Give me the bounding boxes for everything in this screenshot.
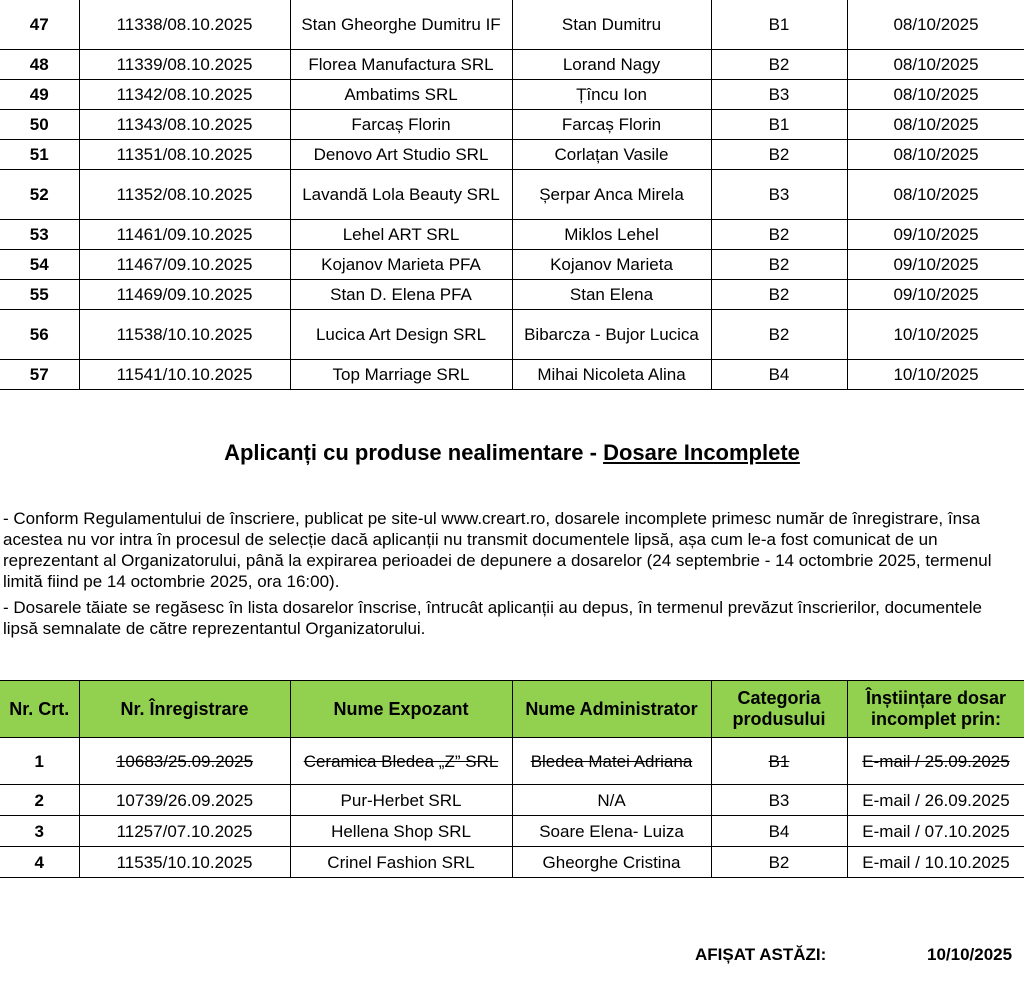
product-category: B1 xyxy=(711,0,847,50)
notes xyxy=(3,508,1021,644)
registration-number: 11342/08.10.2025 xyxy=(79,80,290,110)
notice-method: E-mail / 10.10.2025 xyxy=(847,847,1024,878)
product-category: B4 xyxy=(711,816,847,847)
administrator-name: Bledea Matei Adriana xyxy=(512,738,711,785)
product-category: B2 xyxy=(711,310,847,360)
registration-date: 08/10/2025 xyxy=(847,80,1024,110)
exhibitor-name: Lehel ART SRL xyxy=(290,220,512,250)
column-header-exhibitor: Nume Expozant xyxy=(290,681,512,738)
registration-number: 11339/08.10.2025 xyxy=(79,50,290,80)
administrator-name: Mihai Nicoleta Alina xyxy=(512,360,711,390)
registration-number: 11469/09.10.2025 xyxy=(79,280,290,310)
section-title-underlined: Dosare Incomplete xyxy=(603,440,800,465)
row-number: 56 xyxy=(0,310,79,360)
administrator-name: Soare Elena- Luiza xyxy=(512,816,711,847)
registration-number: 11541/10.10.2025 xyxy=(79,360,290,390)
administrator-name: Corlațan Vasile xyxy=(512,140,711,170)
exhibitor-name: Lavandă Lola Beauty SRL xyxy=(290,170,512,220)
registration-number: 11352/08.10.2025 xyxy=(79,170,290,220)
row-number: 54 xyxy=(0,250,79,280)
administrator-name: Bibarcza - Bujor Lucica xyxy=(512,310,711,360)
exhibitor-name: Farcaș Florin xyxy=(290,110,512,140)
administrator-name: Stan Dumitru xyxy=(512,0,711,50)
table-row xyxy=(0,50,1024,80)
row-number: 55 xyxy=(0,280,79,310)
column-header-nr: Nr. Crt. xyxy=(0,681,79,738)
administrator-name: Șerpar Anca Mirela xyxy=(512,170,711,220)
registration-number: 11351/08.10.2025 xyxy=(79,140,290,170)
registration-date: 09/10/2025 xyxy=(847,280,1024,310)
posted-label: AFIȘAT ASTĂZI: xyxy=(695,945,827,964)
posted-date: 10/10/2025 xyxy=(927,945,1013,964)
table-row xyxy=(0,0,1024,50)
exhibitor-name: Kojanov Marieta PFA xyxy=(290,250,512,280)
row-number: 3 xyxy=(0,816,79,847)
registration-date: 08/10/2025 xyxy=(847,170,1024,220)
row-number: 2 xyxy=(0,785,79,816)
table-row xyxy=(0,110,1024,140)
exhibitor-name: Florea Manufactura SRL xyxy=(290,50,512,80)
registration-number: 11343/08.10.2025 xyxy=(79,110,290,140)
column-header-registration: Nr. Înregistrare xyxy=(79,681,290,738)
registration-date: 09/10/2025 xyxy=(847,250,1024,280)
registration-number: 11338/08.10.2025 xyxy=(79,0,290,50)
table-row xyxy=(0,816,1024,847)
column-header-administrator: Nume Administrator xyxy=(512,681,711,738)
exhibitor-name: Stan D. Elena PFA xyxy=(290,280,512,310)
registration-date: 08/10/2025 xyxy=(847,50,1024,80)
column-header-category: Categoria produsului xyxy=(711,681,847,738)
incomplete-files-table xyxy=(0,680,1024,878)
exhibitor-name: Denovo Art Studio SRL xyxy=(290,140,512,170)
row-number: 48 xyxy=(0,50,79,80)
product-category: B2 xyxy=(711,220,847,250)
product-category: B1 xyxy=(711,110,847,140)
table-row xyxy=(0,310,1024,360)
registration-number: 10683/25.09.2025 xyxy=(79,738,290,785)
row-number: 1 xyxy=(0,738,79,785)
exhibitor-name: Hellena Shop SRL xyxy=(290,816,512,847)
administrator-name: Kojanov Marieta xyxy=(512,250,711,280)
notice-method: E-mail / 07.10.2025 xyxy=(847,816,1024,847)
exhibitor-name: Lucica Art Design SRL xyxy=(290,310,512,360)
exhibitor-name: Top Marriage SRL xyxy=(290,360,512,390)
note-paragraph: - Conform Regulamentului de înscriere, publicat pe site-ul www.creart.ro, dosarele incomplete primesc număr de înregistrare, însa acestea nu vor intra în procesul de selecție dacă aplicanții nu transmit documentele lipsă, așa cum le-a fost comunicat de un reprezentant al Organizatorului, până la expirarea perioadei de depunere a dosarelor (24 septembrie - 14 octombrie 2025, termenul limită fiind pe 14 octombrie 2025, ora 16:00). xyxy=(3,509,992,591)
section-title xyxy=(0,440,1024,466)
table-row xyxy=(0,220,1024,250)
registration-number: 10739/26.09.2025 xyxy=(79,785,290,816)
exhibitor-name: Crinel Fashion SRL xyxy=(290,847,512,878)
row-number: 52 xyxy=(0,170,79,220)
row-number: 53 xyxy=(0,220,79,250)
table-row xyxy=(0,170,1024,220)
registration-date: 09/10/2025 xyxy=(847,220,1024,250)
registration-date: 08/10/2025 xyxy=(847,0,1024,50)
exhibitor-name: Stan Gheorghe Dumitru IF xyxy=(290,0,512,50)
notice-method: E-mail / 26.09.2025 xyxy=(847,785,1024,816)
registration-number: 11535/10.10.2025 xyxy=(79,847,290,878)
table-row xyxy=(0,738,1024,785)
registration-number: 11461/09.10.2025 xyxy=(79,220,290,250)
registration-number: 11538/10.10.2025 xyxy=(79,310,290,360)
registration-date: 08/10/2025 xyxy=(847,110,1024,140)
row-number: 47 xyxy=(0,0,79,50)
exhibitor-name: Pur-Herbet SRL xyxy=(290,785,512,816)
row-number: 49 xyxy=(0,80,79,110)
product-category: B1 xyxy=(711,738,847,785)
exhibitor-name: Ambatims SRL xyxy=(290,80,512,110)
product-category: B2 xyxy=(711,140,847,170)
product-category: B2 xyxy=(711,847,847,878)
administrator-name: Gheorghe Cristina xyxy=(512,847,711,878)
exhibitor-name: Ceramica Bledea „Z” SRL xyxy=(290,738,512,785)
section-title-prefix: Aplicanți cu produse nealimentare - xyxy=(224,440,604,465)
row-number: 50 xyxy=(0,110,79,140)
administrator-name: Miklos Lehel xyxy=(512,220,711,250)
column-header-notice: Înștiințare dosar incomplet prin: xyxy=(847,681,1024,738)
administrator-name: Stan Elena xyxy=(512,280,711,310)
table-row xyxy=(0,785,1024,816)
table-row xyxy=(0,280,1024,310)
registration-date: 08/10/2025 xyxy=(847,140,1024,170)
table-row xyxy=(0,360,1024,390)
product-category: B2 xyxy=(711,280,847,310)
administrator-name: N/A xyxy=(512,785,711,816)
registered-applicants-table xyxy=(0,0,1024,390)
administrator-name: Țîncu Ion xyxy=(512,80,711,110)
table-row xyxy=(0,250,1024,280)
product-category: B3 xyxy=(711,785,847,816)
registration-date: 10/10/2025 xyxy=(847,310,1024,360)
product-category: B2 xyxy=(711,50,847,80)
registration-number: 11467/09.10.2025 xyxy=(79,250,290,280)
table-row xyxy=(0,80,1024,110)
administrator-name: Lorand Nagy xyxy=(512,50,711,80)
product-category: B2 xyxy=(711,250,847,280)
product-category: B4 xyxy=(711,360,847,390)
row-number: 51 xyxy=(0,140,79,170)
row-number: 57 xyxy=(0,360,79,390)
row-number: 4 xyxy=(0,847,79,878)
note-paragraph: - Dosarele tăiate se regăsesc în lista dosarelor înscrise, întrucât aplicanții au depus, în termenul prevăzut înscrierilor, documentele lipsă semnalate de către reprezentantul Organizatorului. xyxy=(3,598,982,638)
product-category: B3 xyxy=(711,170,847,220)
notice-method: E-mail / 25.09.2025 xyxy=(847,738,1024,785)
table-header-row xyxy=(0,681,1024,738)
table-row xyxy=(0,847,1024,878)
registration-number: 11257/07.10.2025 xyxy=(79,816,290,847)
registration-date: 10/10/2025 xyxy=(847,360,1024,390)
table-row xyxy=(0,140,1024,170)
administrator-name: Farcaș Florin xyxy=(512,110,711,140)
product-category: B3 xyxy=(711,80,847,110)
